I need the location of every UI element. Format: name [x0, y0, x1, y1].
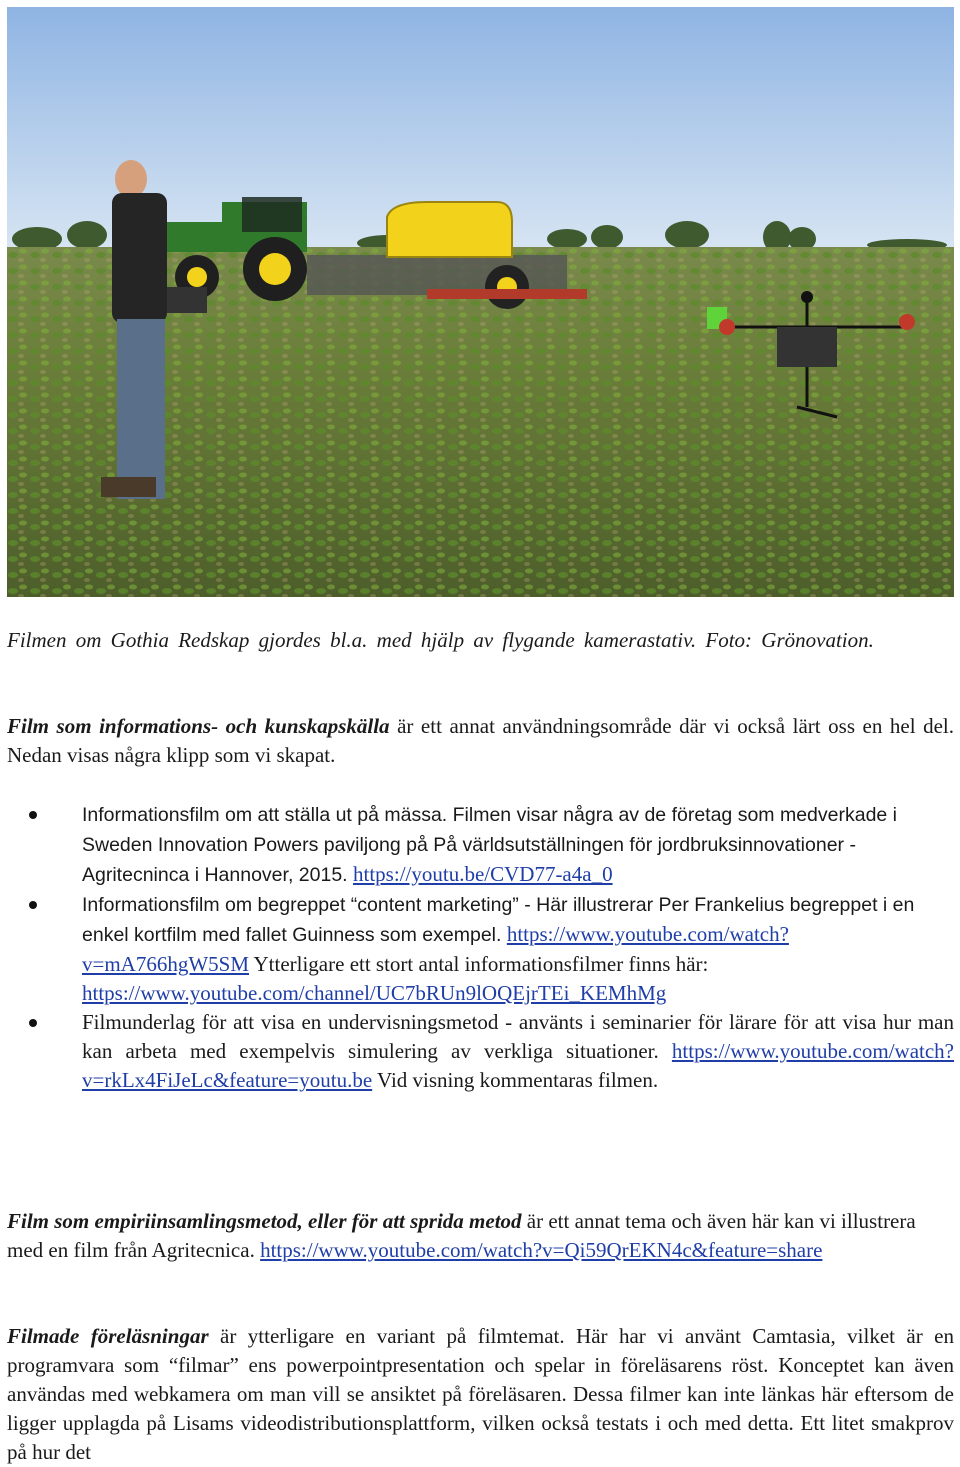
- list-item-text: Informationsfilm om att ställa ut på mässa. Filmen visar några av de företag som medverkade i Sweden Innovation Powers paviljong på På världsutställningen för jordbruksinnovationer - Agritecninca i Hannover, 2015.: [82, 804, 898, 886]
- youtube-channel-link[interactable]: https://www.youtube.com/channel/UC7bRUn9lOQEjrTEi_KEMhMg: [82, 981, 667, 1005]
- list-item-text: Informationsfilm om begreppet “content marketing” - Här illustrerar Per Frankelius begreppet i en enkel kortfilm med fallet Guinness som exempel.: [82, 894, 915, 946]
- bullet-icon: [29, 901, 37, 909]
- paragraph-text: är ytterligare en variant på filmtemat. Här har vi använt Camtasia, vilket är en programvara som “filmar” ens powerpointpresentation och spelar in föreläsarens röst. Konceptet kan även användas med webkamera om man vill se ansiktet på föreläsaren. Dessa filmer kan inte länkas här eftersom de ligger upplagda på Lisams videodistributionsplattform, vilken också testats i och med detta. Ett litet smakprov på hur det: [7, 1324, 954, 1464]
- paragraph-filmed-lectures: [7, 1322, 954, 1467]
- paragraph-heading: Filmade föreläsningar: [7, 1324, 209, 1348]
- list-item: [7, 1008, 954, 1095]
- paragraph-text: är ett annat tema och även här kan vi illustrera med en film från Agritecnica.: [7, 1209, 916, 1262]
- list-item: [7, 890, 954, 1008]
- photo: [7, 7, 954, 597]
- youtube-link[interactable]: https://www.youtube.com/watch?v=mA766hgW5SM: [82, 922, 789, 976]
- bullet-icon: [29, 1019, 37, 1027]
- paragraph-empirical-method: [7, 1207, 954, 1265]
- paragraph-heading: Film som empiriinsamlingsmetod, eller för att sprida metod: [7, 1209, 522, 1233]
- paragraph-text: är ett annat användningsområde där vi också lärt oss en hel del. Nedan visas några klipp som vi skapat.: [7, 714, 954, 767]
- youtube-link[interactable]: https://www.youtube.com/watch?v=Qi59QrEKN4c&feature=share: [260, 1238, 823, 1262]
- caption-text: Filmen om Gothia Redskap gjordes bl.a. med hjälp av flygande kamerastativ. Foto: Grönovation.: [7, 628, 874, 652]
- paragraph-heading: Film som informations- och kunskapskälla: [7, 714, 390, 738]
- film-examples-list: [7, 800, 954, 1095]
- paragraph-film-info: [7, 712, 954, 770]
- list-item: [7, 800, 954, 890]
- youtube-link[interactable]: https://youtu.be/CVD77-a4a_0: [353, 862, 613, 886]
- bullet-icon: [29, 811, 37, 819]
- youtube-link[interactable]: https://www.youtube.com/watch?v=rkLx4FiJeLc&feature=youtu.be: [82, 1039, 954, 1092]
- list-item-text-continued: Vid visning kommentaras filmen.: [372, 1068, 659, 1092]
- list-item-text-continued: Ytterligare ett stort antal informationsfilmer finns här:: [249, 952, 709, 976]
- list-item-text: Filmunderlag för att visa en undervisningsmetod - använts i seminarier för lärare för att visa hur man kan arbeta med exempelvis simulering av verkliga situationer.: [82, 1010, 954, 1063]
- photo-caption: [7, 626, 954, 655]
- field-drone-tractor-photo: [7, 7, 954, 597]
